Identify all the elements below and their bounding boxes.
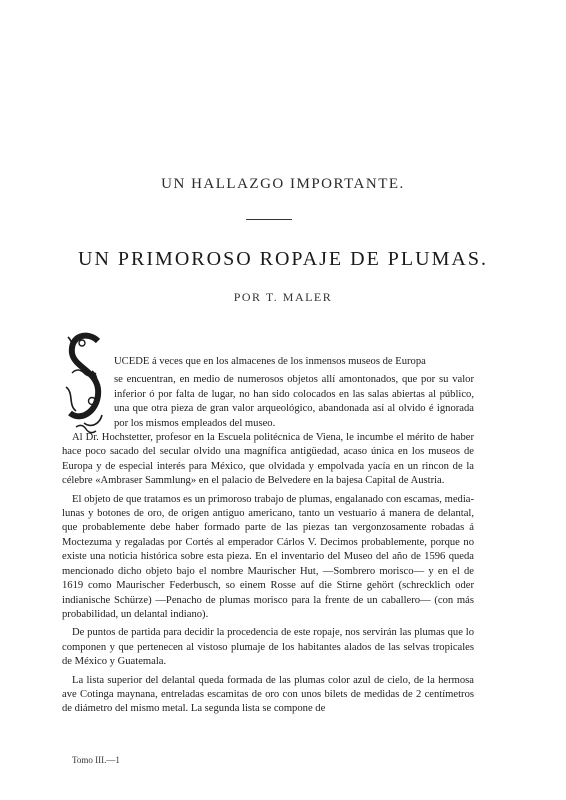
paragraph-3: El objeto de que tratamos es un primoroso trabajo de plumas, engalanado con escamas, media-lunas y botones de oro, de origen antiguo americano, tanto un vestuario á manera de delantal, que probablemente debe haber formado parte de las piezas tan vergonzosamente robadas á Moctezuma y regaladas por Cortés al emperador Cárlos V. Decimos probablemente, porque no existe una noticia histórica sobre esta pieza. En el inventario del Museo del año de 1596 queda mencionado dicho objeto bajo el nombre Maurischer Hut, —Sombrero morisco— y en el de 1619 como Maurischer Federbusch, so einem Rosse auf die Stirne gehört (schrecklich oder indianische Schürze) —Penacho de plumas morisco para la frente de un caballero— (con más probabilidad, un delantal indiano). [62, 493, 474, 620]
article-supertitle: UN HALLAZGO IMPORTANTE. [161, 176, 405, 192]
article-title: UN PRIMOROSO ROPAJE DE PLUMAS. [78, 248, 488, 270]
article-body [62, 355, 474, 717]
paragraph-1-first-line: UCEDE á veces que en los almacenes de los inmensos museos de Europa [114, 356, 426, 367]
paragraph-1: se encuentran, en medio de numerosos objetos allí amontonados, que por su valor inferior ó por falta de lugar, no han sido colocados en las salas abiertas al público, una que otra pieza de gran valor arqueológico, abandonada así al olvido é ignorada por los mismos empleados del museo. [114, 374, 474, 429]
drop-cap-indented-block [114, 355, 474, 431]
title-divider [246, 219, 292, 220]
paragraph-4: De puntos de partida para decidir la procedencia de este ropaje, nos servirán las plumas que lo componen y que pertenecen al vistoso plumaje de los habitantes alados de las selvas tropicales de México y Guatemala. [62, 627, 474, 668]
author-byline: POR T. MALER [233, 290, 333, 304]
paragraph-5: La lista superior del delantal queda formada de las plumas color azul de cielo, de la hermosa ave Cotinga maynana, entreladas escamitas de oro con unos bilets de medidas de 2 centímetros de diámetro del mismo metal. La segunda lista se compone de [62, 674, 474, 715]
paragraph-2: Al Dr. Hochstetter, profesor en la Escuela politécnica de Viena, le incumbe el mérito de haber hace poco sacado del secular olvido una magnífica antigüedad, acaso única en los museos de Europa y de especial interés para México, que olvidada y empolvada yacía en un rincon de la célebre «Ambraser Sammlung» en el palacio de Belvedere en la bajesa Capital de Austria. [62, 432, 474, 487]
volume-footer: Tomo III.—1 [72, 755, 120, 765]
